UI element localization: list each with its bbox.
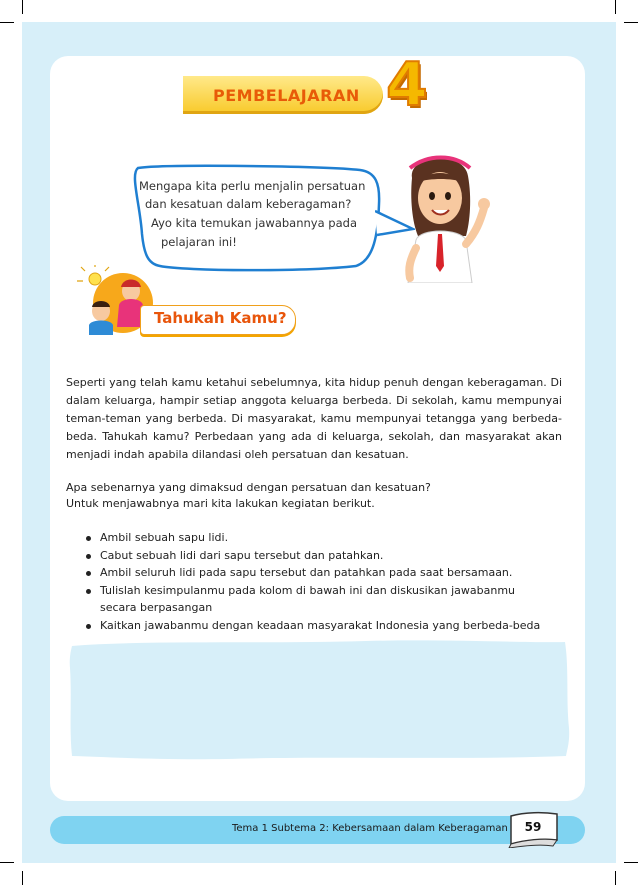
bubble-line: Mengapa kita perlu menjalin persatuan bbox=[139, 179, 366, 193]
bubble-line: Ayo kita temukan jawabannya pada bbox=[151, 216, 357, 230]
question-text: Apa sebenarnya yang dimaksud dengan persatuan dan kesatuan? bbox=[66, 481, 431, 494]
bullet-icon bbox=[86, 571, 91, 576]
crop-mark bbox=[615, 871, 616, 885]
crop-mark bbox=[624, 22, 638, 23]
body-paragraph-line: dalam keluarga, hampir setiap anggota keluarga berbeda. Di sekolah, kamu mempunyai bbox=[66, 394, 562, 407]
list-item: Ambil seluruh lidi pada sapu tersebut dan patahkan pada saat bersamaan. bbox=[86, 564, 570, 582]
crop-mark bbox=[0, 862, 14, 863]
lesson-title: PEMBELAJARAN bbox=[213, 86, 360, 105]
instruction-text: Untuk menjawabnya mari kita lakukan kegiatan berikut. bbox=[66, 497, 375, 510]
page-number: 59 bbox=[524, 820, 542, 834]
crop-mark bbox=[22, 0, 23, 14]
crop-mark bbox=[22, 871, 23, 885]
tahukah-label: Tahukah Kamu? bbox=[154, 309, 287, 327]
girl-illustration bbox=[388, 148, 492, 283]
answer-box[interactable] bbox=[66, 638, 571, 760]
crop-mark bbox=[624, 862, 638, 863]
body-paragraph-line: beda. Tahukah kamu? Perbedaan yang ada di keluarga, sekolah, dan masyarakat akan bbox=[66, 430, 562, 443]
body-paragraph-line: teman-teman yang berbeda. Di masyarakat, kamu mempunyai tetangga yang berbeda- bbox=[66, 412, 562, 425]
body-paragraph-line: Seperti yang telah kamu ketahui sebelumnya, kita hidup penuh dengan keberagaman. Di bbox=[66, 376, 562, 389]
footer-theme-text: Tema 1 Subtema 2: Kebersamaan dalam Keberagaman bbox=[232, 823, 508, 834]
list-item: Kaitkan jawabanmu dengan keadaan masyarakat Indonesia yang berbeda-beda bbox=[86, 617, 570, 635]
bullet-icon bbox=[86, 624, 91, 629]
body-paragraph-line: menjadi indah apabila dilandasi oleh persatuan dan kesatuan. bbox=[66, 448, 409, 461]
lesson-number: 4 bbox=[386, 50, 428, 120]
bubble-line: pelajaran ini! bbox=[161, 235, 237, 249]
list-item: Tulislah kesimpulanmu pada kolom di bawah ini dan diskusikan jawabanmu secara berpasangan bbox=[86, 582, 550, 617]
activity-list bbox=[86, 529, 570, 634]
bullet-icon bbox=[86, 536, 91, 541]
crop-mark bbox=[615, 0, 616, 14]
bullet-icon bbox=[86, 589, 91, 594]
crop-mark bbox=[0, 22, 14, 23]
list-item: Cabut sebuah lidi dari sapu tersebut dan patahkan. bbox=[86, 547, 570, 565]
bubble-line: dan kesatuan dalam keberagaman? bbox=[145, 197, 352, 211]
list-item: Ambil sebuah sapu lidi. bbox=[86, 529, 570, 547]
bullet-icon bbox=[86, 554, 91, 559]
